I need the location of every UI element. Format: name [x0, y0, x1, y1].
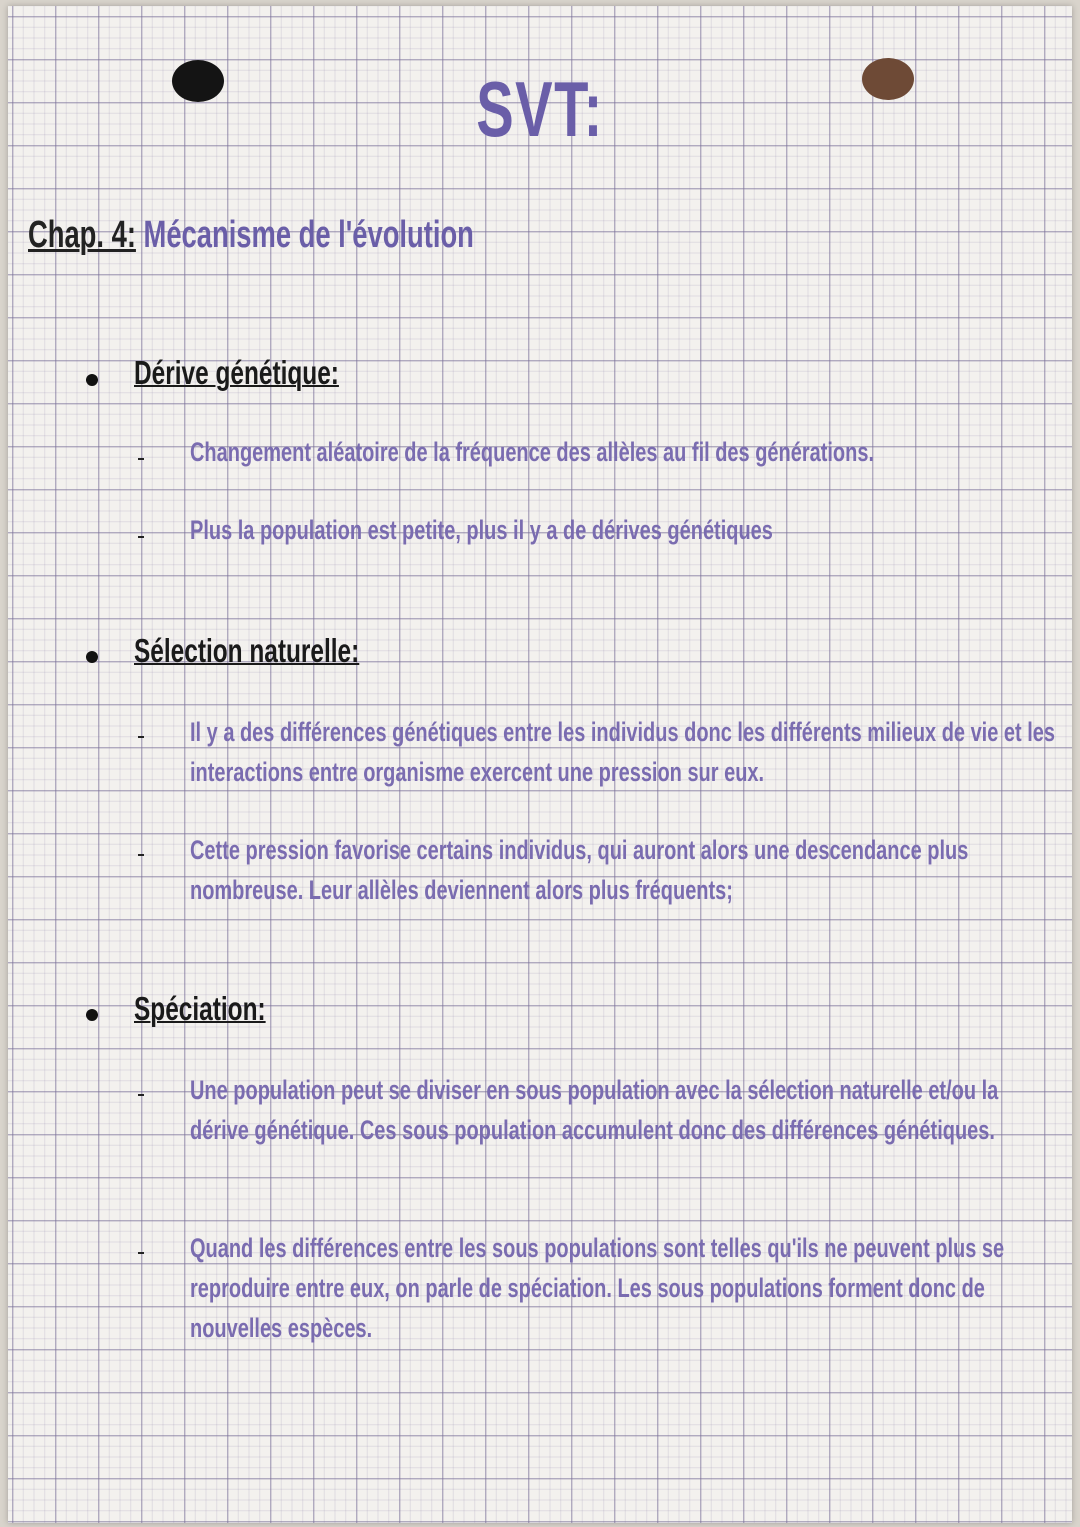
page-title: SVT: [476, 65, 604, 153]
chapter-label: Chap. 4: [28, 214, 136, 256]
dash-icon [138, 458, 144, 460]
section-item: Une population peut se diviser en sous population avec la sélection naturelle et/ou la dérive génétique. Ces sous population accumulent donc des différences génétiques. [190, 1075, 999, 1145]
dash-icon [138, 536, 144, 538]
section-heading-speciation: Spéciation: [134, 990, 266, 1027]
section-item: Quand les différences entre les sous populations sont telles qu'ils ne peuvent plus se reproduire entre eux, on parle de spéciation. Les sous populations forment donc de nouvelles espèces. [190, 1233, 1005, 1343]
section-item: Il y a des différences génétiques entre les individus donc les différents milieux de vie et les interactions entre organisme exercent une pression sur eux. [190, 717, 1055, 787]
section-bullet-icon [86, 651, 98, 663]
chapter-heading [28, 214, 474, 257]
section-bullet-icon [86, 374, 98, 386]
dash-icon [138, 854, 144, 856]
section-heading-derive: Dérive génétique: [134, 354, 339, 391]
section-item: Plus la population est petite, plus il y a de dérives génétiques [190, 515, 773, 545]
section-bullet-icon [86, 1009, 98, 1021]
section-heading-selection: Sélection naturelle: [134, 632, 360, 669]
notebook-page [8, 6, 1072, 1523]
section-item: Changement aléatoire de la fréquence des allèles au fil des générations. [190, 437, 875, 467]
chapter-title: Mécanisme de l'évolution [143, 214, 474, 256]
section-item: Cette pression favorise certains individus, qui auront alors une descendance plus nombreuse. Leur allèles deviennent alors plus fréquents; [190, 835, 969, 905]
dash-icon [138, 1094, 144, 1096]
dash-icon [138, 736, 144, 738]
dash-icon [138, 1252, 144, 1254]
